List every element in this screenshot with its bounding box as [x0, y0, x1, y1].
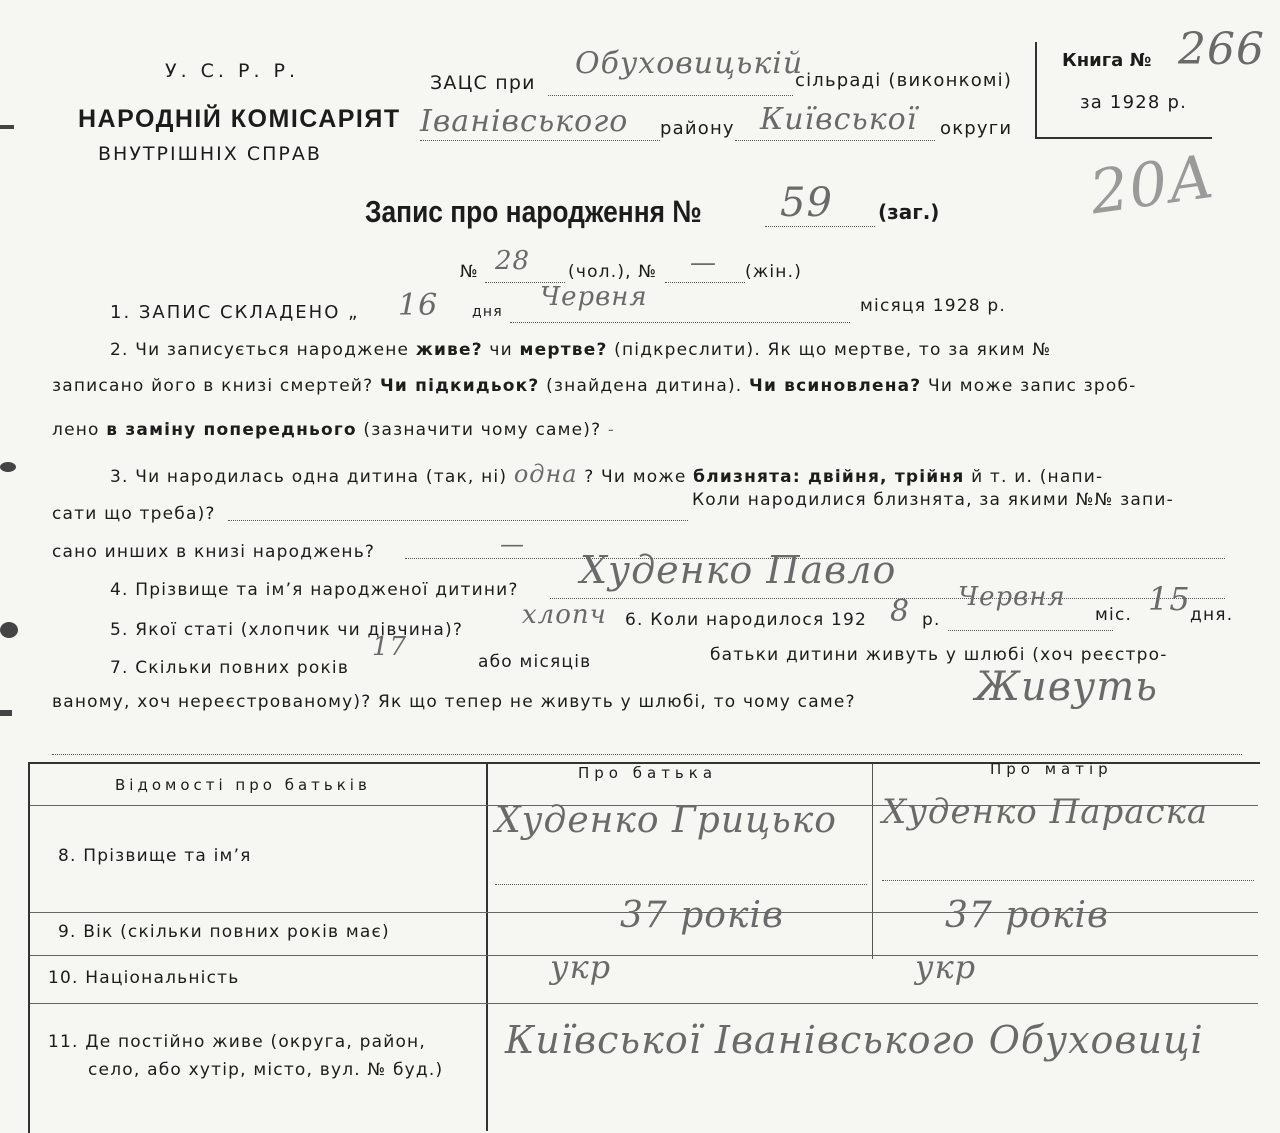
- q6-day-handwritten: 15: [1148, 580, 1191, 618]
- q1-day-handwritten: 16: [398, 288, 439, 323]
- record-number-handwritten: 59: [780, 180, 833, 226]
- okrug-handwritten: Київської: [760, 102, 918, 137]
- row8-mother-dots: [882, 880, 1254, 881]
- district-line: [420, 140, 660, 141]
- male-label: (чол.), №: [568, 262, 658, 282]
- row8-label: 8. Прізвище та ім’я: [58, 846, 252, 866]
- q2-text-e: (підкреслити). Як що мертве, то за яким №: [614, 340, 1052, 360]
- q4-line: [550, 598, 1225, 599]
- district-handwritten: Іванівського: [420, 104, 629, 139]
- q6-month-line: [948, 630, 1113, 631]
- female-number-line: [665, 282, 745, 283]
- q1-day-label: дня: [472, 304, 503, 320]
- q2-adopted: Чи всиновлена?: [749, 376, 922, 396]
- village-council-handwritten: Обуховицькій: [575, 46, 804, 81]
- q2-line2: [52, 376, 1137, 396]
- q2-text-a: 2. Чи записується народжене: [110, 340, 410, 360]
- table-row10-underline: [30, 1003, 1258, 1004]
- record-number-line: [765, 226, 875, 227]
- q2-foundling: Чи підкидьок?: [379, 376, 540, 396]
- q3-line1-b: ? Чи може: [584, 467, 687, 487]
- q3-twins: близнята: двійня, трійня: [693, 467, 965, 487]
- row8-father-dots: [495, 884, 867, 885]
- q7-answer-handwritten: Живуть: [975, 664, 1158, 710]
- village-council-line: [548, 95, 793, 96]
- sub-number-prefix: №: [460, 262, 479, 282]
- q2-alive: живе?: [415, 340, 483, 360]
- q3-line2-dots: [228, 520, 688, 521]
- row11-residence-handwritten: Київської Іванівського Обуховиці: [505, 1018, 1204, 1062]
- q4-child-name-handwritten: Худенко Павло: [580, 548, 897, 592]
- row10-father-handwritten: укр: [550, 948, 612, 986]
- q5-text: 5. Якої статі (хлопчик чи дівчина)?: [110, 620, 464, 640]
- table-row9-underline: [30, 955, 1258, 956]
- q2-dead: мертве?: [519, 340, 608, 360]
- q7-line1-a: 7. Скільки повних років: [110, 658, 350, 678]
- margin-note-handwritten: 20А: [1085, 141, 1220, 229]
- q3-line3-handwritten: —: [500, 530, 525, 558]
- q2-line3-a: лено: [52, 420, 100, 440]
- ussr-header: У. С. Р. Р.: [165, 60, 300, 82]
- commissariat-subtitle: ВНУТРІШНІХ СПРАВ: [98, 143, 322, 165]
- q3-line2a: сати що треба)?: [52, 504, 216, 524]
- q6-text: 6. Коли народилося 192: [625, 610, 868, 630]
- table-header-info: Відомості про батьків: [115, 776, 371, 794]
- margin-binding-mark: [0, 710, 12, 716]
- q1-month-label: місяця 1928 р.: [860, 296, 1006, 316]
- q6-month-label: міс.: [1095, 605, 1133, 625]
- q2-line2-e: Чи може запис зроб-: [927, 376, 1137, 396]
- row8-mother-handwritten: Худенко Параска: [882, 792, 1209, 832]
- table-col-divider-2: [872, 764, 873, 959]
- q7-years-handwritten: 17: [372, 632, 408, 662]
- margin-binding-mark: [0, 462, 16, 472]
- q1-month-line: [510, 322, 850, 323]
- q2-line3-handwritten: -: [607, 420, 615, 440]
- female-number-handwritten: —: [690, 248, 717, 278]
- q2-or: чи: [489, 340, 513, 360]
- q2-replacement: в заміну попереднього: [106, 420, 357, 440]
- q4-text: 4. Прізвище та ім’я народженої дитини?: [110, 580, 519, 600]
- record-suffix: (заг.): [878, 200, 940, 224]
- q2-line3-c: (зазначити чому саме)?: [363, 420, 602, 440]
- q7-line1-b: або місяців: [478, 652, 592, 672]
- row10-mother-handwritten: укр: [915, 948, 977, 986]
- q3-line3a: сано инших в книзі народжень?: [52, 542, 376, 562]
- male-number-handwritten: 28: [495, 246, 531, 276]
- q6-day-label: дня.: [1190, 605, 1234, 625]
- book-number-handwritten: 266: [1178, 24, 1265, 75]
- row9-mother-handwritten: 37 років: [945, 895, 1109, 936]
- q2-line2-a: записано його в книзі смертей?: [52, 376, 374, 396]
- q7-line2: ваному, хоч нереєстрованому)? Як що тепер не живуть у шлюбі, то чому саме?: [52, 692, 856, 712]
- table-col-divider-1: [486, 764, 488, 1131]
- female-label: (жін.): [745, 262, 803, 282]
- district-label: району: [660, 118, 735, 139]
- table-header-mother: Про матір: [990, 760, 1113, 778]
- row11-label-line2: село, або хутір, місто, вул. № буд.): [88, 1060, 444, 1080]
- book-year: за 1928 р.: [1080, 92, 1188, 113]
- margin-binding-mark: [0, 622, 18, 638]
- q2-line1: [110, 340, 1051, 360]
- q2-line3: [52, 420, 615, 440]
- book-label: Книга №: [1062, 50, 1152, 71]
- zacs-label: ЗАЦС при: [430, 72, 536, 94]
- row10-label: 10. Національність: [48, 968, 240, 988]
- okrug-line: [735, 140, 935, 141]
- row11-label-line1: 11. Де постійно живе (округа, район,: [48, 1032, 426, 1052]
- q5-sex-handwritten: хлопч: [522, 600, 607, 630]
- q7-dots-line: [52, 754, 1242, 755]
- row9-label: 9. Вік (скільки повних років має): [58, 922, 390, 942]
- village-council-label: сільраді (виконкомі): [795, 70, 1013, 91]
- q1-text: 1. ЗАПИС СКЛАДЕНО „: [110, 302, 360, 323]
- q3-line1-a: 3. Чи народилась одна дитина (так, ні): [110, 467, 508, 487]
- row9-father-handwritten: 37 років: [620, 895, 784, 936]
- q6-year-suffix: р.: [922, 610, 941, 630]
- row8-father-handwritten: Худенко Грицько: [495, 800, 837, 841]
- q2-line2-c: (знайдена дитина).: [546, 376, 743, 396]
- table-header-father: Про батька: [578, 764, 718, 782]
- q3-one-child-handwritten: одна: [513, 460, 578, 488]
- q6-month-handwritten: Червня: [958, 582, 1066, 612]
- q1-month-handwritten: Червня: [540, 282, 648, 312]
- okrug-label: округи: [940, 118, 1013, 139]
- margin-binding-mark: [0, 125, 14, 129]
- q6-year-digit-handwritten: 8: [890, 594, 911, 629]
- record-title: Запис про народження №: [365, 194, 702, 229]
- q3-line1: [110, 460, 1103, 488]
- q3-line1-d: й т. и. (напи-: [971, 467, 1104, 487]
- q7-line1-c: батьки дитини живуть у шлюбі (хоч реєстро-: [710, 645, 1168, 665]
- commissariat-title: НАРОДНІЙ КОМІСАРІЯТ: [78, 105, 401, 133]
- q3-line2b: Коли народилися близнята, за якими №№ запи-: [692, 490, 1174, 510]
